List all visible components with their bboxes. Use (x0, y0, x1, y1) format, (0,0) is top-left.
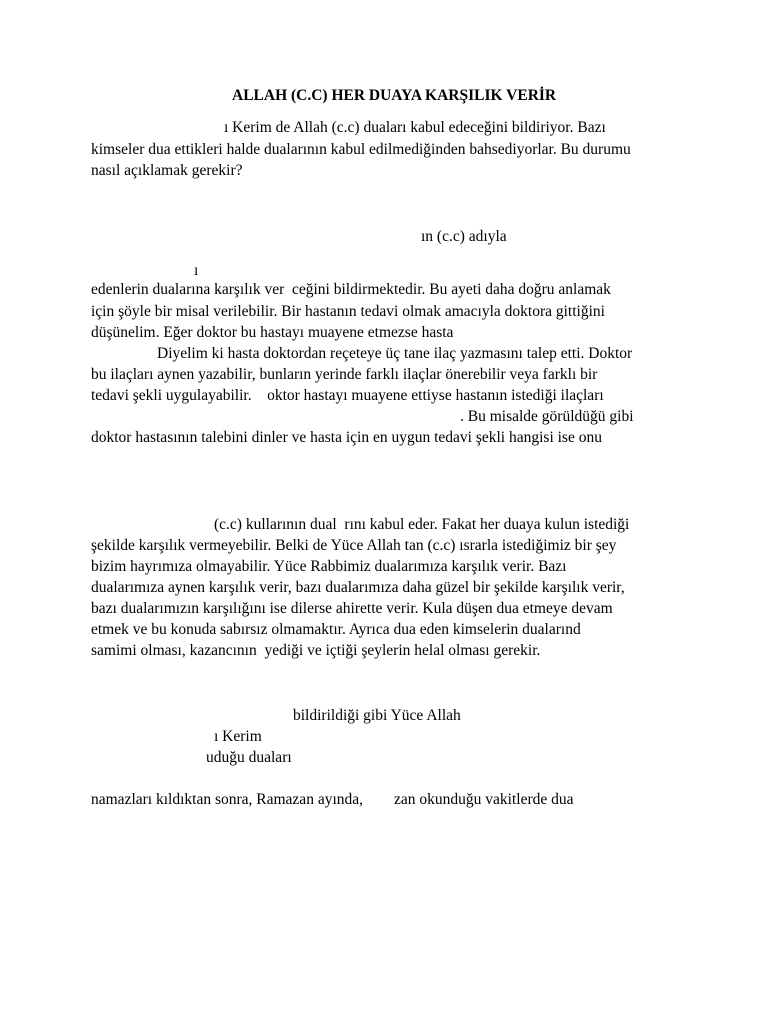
paragraph-line: (c.c) kullarının dual rını kabul eder. Fakat her duaya kulun istediği (214, 516, 630, 533)
paragraph-line: kimseler dua ettikleri halde dualarının kabul edilmediğinden bahsediyorlar. Bu durumu (91, 141, 631, 158)
paragraph-line: için şöyle bir misal verilebilir. Bir hastanın tedavi olmak amacıyla doktora gittiğini (91, 303, 605, 320)
paragraph-line: nasıl açıklamak gerekir? (91, 162, 243, 179)
paragraph-line: ı Kerim de Allah (c.c) duaları kabul edeceğini bildiriyor. Bazı (224, 119, 606, 136)
paragraph-line: bildirildiği gibi Yüce Allah (293, 707, 461, 724)
paragraph-line: ın (c.c) adıyla (421, 228, 507, 245)
paragraph-line: edenlerin dualarına karşılık ver ceğini bildirmektedir. Bu ayeti daha doğru anlamak (91, 281, 611, 298)
paragraph-line: doktor hastasının talebini dinler ve hasta için en uygun tedavi şekli hangisi ise onu (91, 429, 602, 446)
paragraph-line: . Bu misalde görüldüğü gibi (460, 408, 634, 425)
paragraph-line: ı (194, 262, 199, 279)
paragraph-line: bu ilaçları aynen yazabilir, bunların yerinde farklı ilaçlar önerebilir veya farklı bir (91, 366, 598, 383)
paragraph-line: Diyelim ki hasta doktordan reçeteye üç tane ilaç yazmasını talep etti. Doktor (157, 345, 633, 362)
paragraph-line: bazı dualarımızın karşılığını ise dilerse ahirette verir. Kula düşen dua etmeye devam (91, 600, 613, 617)
paragraph-line: ı Kerim (214, 728, 262, 745)
paragraph-line: dualarımıza aynen karşılık verir, bazı dualarımıza daha güzel bir şekilde karşılık verir, (91, 579, 625, 596)
paragraph-line: etmek ve bu konuda sabırsız olmamaktır. Ayrıca dua eden kimselerin dualarınd (91, 621, 581, 638)
document-title: ALLAH (C.C) HER DUAYA KARŞILIK VERİR (232, 87, 557, 104)
paragraph-line: bizim hayrımıza olmayabilir. Yüce Rabbimiz dualarımıza karşılık verir. Bazı (91, 558, 567, 575)
paragraph-line: uduğu duaları (206, 749, 292, 766)
paragraph-line: düşünelim. Eğer doktor bu hastayı muayene etmezse hasta (91, 324, 454, 341)
paragraph-line: şekilde karşılık vermeyebilir. Belki de Yüce Allah tan (c.c) ısrarla istediğimiz bir şey (91, 537, 617, 554)
paragraph-line: samimi olması, kazancının yediği ve içtiği şeylerin helal olması gerekir. (91, 642, 541, 659)
paragraph-line: tedavi şekli uygulayabilir. oktor hastayı muayene ettiyse hastanın istediği ilaçları (91, 387, 604, 404)
paragraph-line: namazları kıldıktan sonra, Ramazan ayında, zan okunduğu vakitlerde dua (91, 791, 574, 808)
